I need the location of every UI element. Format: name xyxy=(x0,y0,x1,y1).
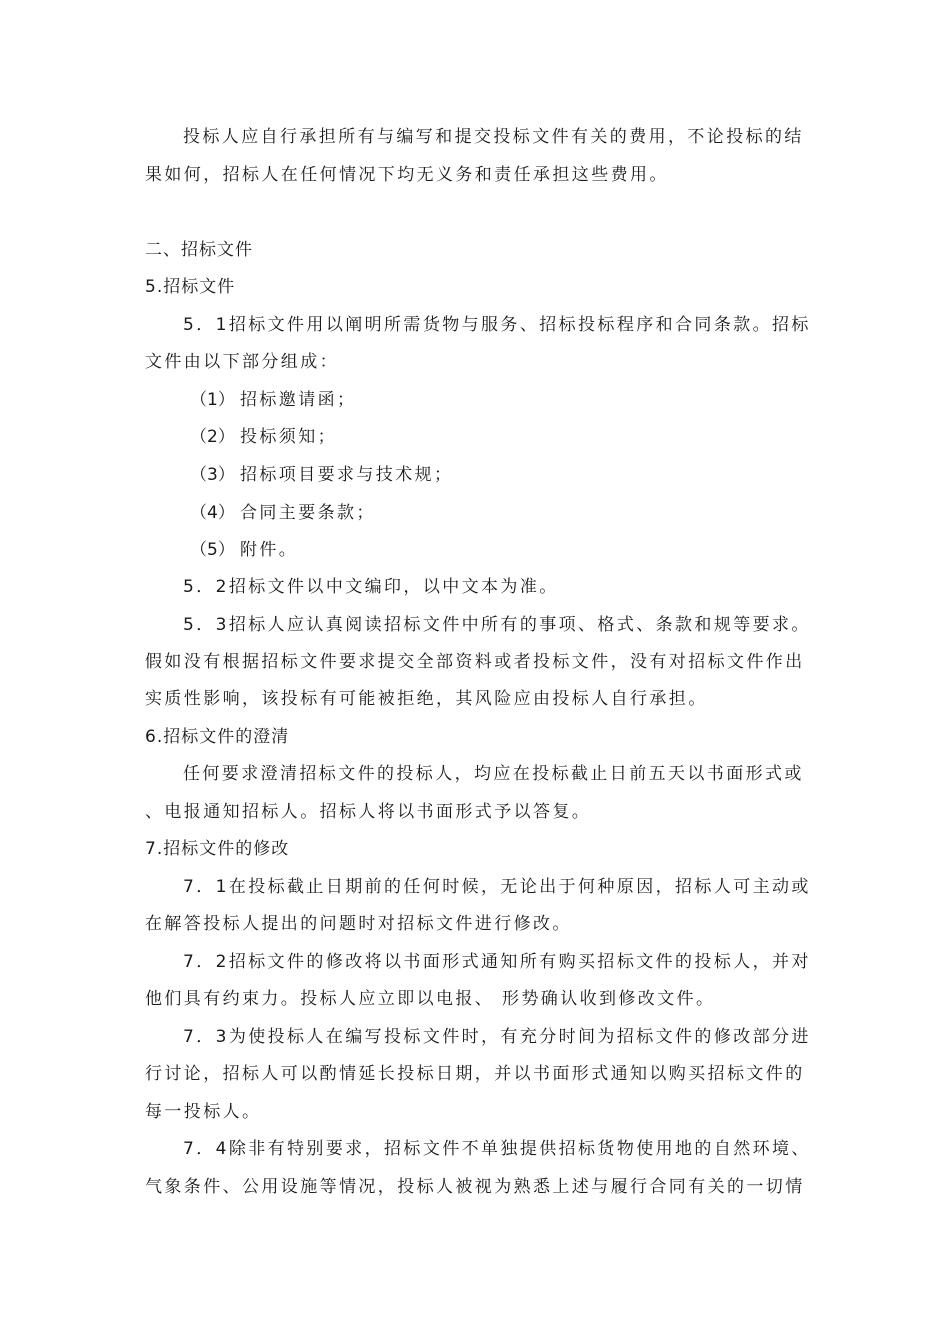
paragraph-line: 每一投标人。 xyxy=(145,1102,262,1122)
list-item-text: 投标须知； xyxy=(240,427,337,447)
list-item xyxy=(190,426,337,448)
list-item xyxy=(190,539,298,561)
list-item-text: 附件。 xyxy=(240,540,299,560)
list-item-number: （1） xyxy=(190,390,235,410)
list-item-text: 招标邀请函； xyxy=(240,390,357,410)
subsection-heading: 7.招标文件的修改 xyxy=(145,839,290,859)
list-item-number: （3） xyxy=(190,465,235,485)
paragraph-line: 5．1招标文件用以阐明所需货物与服务、招标投标程序和合同条款。招标 xyxy=(183,315,811,335)
paragraph-line: 行讨论，招标人可以酌情延长投标日期，并以书面形式通知以购买招标文件的 xyxy=(145,1064,805,1084)
paragraph-line: 7．3为使投标人在编写投标文件时，有充分时间为招标文件的修改部分进 xyxy=(183,1027,811,1047)
list-item xyxy=(190,502,376,524)
list-item xyxy=(190,464,453,486)
paragraph-line: 7．4除非有特别要求，招标文件不单独提供招标货物使用地的自然环境、 xyxy=(183,1139,811,1159)
paragraph-line: 假如没有根据招标文件要求提交全部资料或者投标文件，没有对招标文件作出 xyxy=(145,652,805,672)
list-item-text: 招标项目要求与技术规； xyxy=(240,465,454,485)
list-item-number: （5） xyxy=(190,540,235,560)
subsection-heading: 5.招标文件 xyxy=(145,277,236,297)
paragraph-line: 投标人应自行承担所有与编写和提交投标文件有关的费用，不论投标的结 xyxy=(183,127,804,147)
list-item-text: 合同主要条款； xyxy=(240,503,376,523)
paragraph-line: 实质性影响，该投标有可能被拒绝，其风险应由投标人自行承担。 xyxy=(145,689,708,709)
list-item-number: （4） xyxy=(190,503,235,523)
paragraph-line: 、电报通知招标人。招标人将以书面形式予以答复。 xyxy=(145,802,592,822)
list-item xyxy=(190,389,356,411)
section-heading: 二、招标文件 xyxy=(145,240,253,260)
paragraph-line: 5．3招标人应认真阅读招标文件中所有的事项、格式、条款和规等要求。 xyxy=(183,615,811,635)
paragraph-line: 文件由以下部分组成： xyxy=(145,352,339,372)
paragraph-line: 在解答投标人提出的问题时对招标文件进行修改。 xyxy=(145,914,572,934)
paragraph-line: 他们具有约束力。投标人应立即以电报、 形势确认收到修改文件。 xyxy=(145,989,716,1009)
paragraph-line: 7．2招标文件的修改将以书面形式通知所有购买招标文件的投标人，并对 xyxy=(183,952,811,972)
paragraph-line: 果如何，招标人在任何情况下均无义务和责任承担这些费用。 xyxy=(145,165,669,185)
paragraph-line: 7．1在投标截止日期前的任何时候，无论出于何种原因，招标人可主动或 xyxy=(183,877,811,897)
list-item-number: （2） xyxy=(190,427,235,447)
paragraph-line: 气象条件、公用设施等情况，投标人被视为熟悉上述与履行合同有关的一切情 xyxy=(145,1177,805,1197)
paragraph-line: 任何要求澄清招标文件的投标人，均应在投标截止日前五天以书面形式或 xyxy=(183,764,804,784)
paragraph-line: 5．2招标文件以中文编印，以中文本为准。 xyxy=(183,577,559,597)
subsection-heading: 6.招标文件的澄清 xyxy=(145,727,290,747)
